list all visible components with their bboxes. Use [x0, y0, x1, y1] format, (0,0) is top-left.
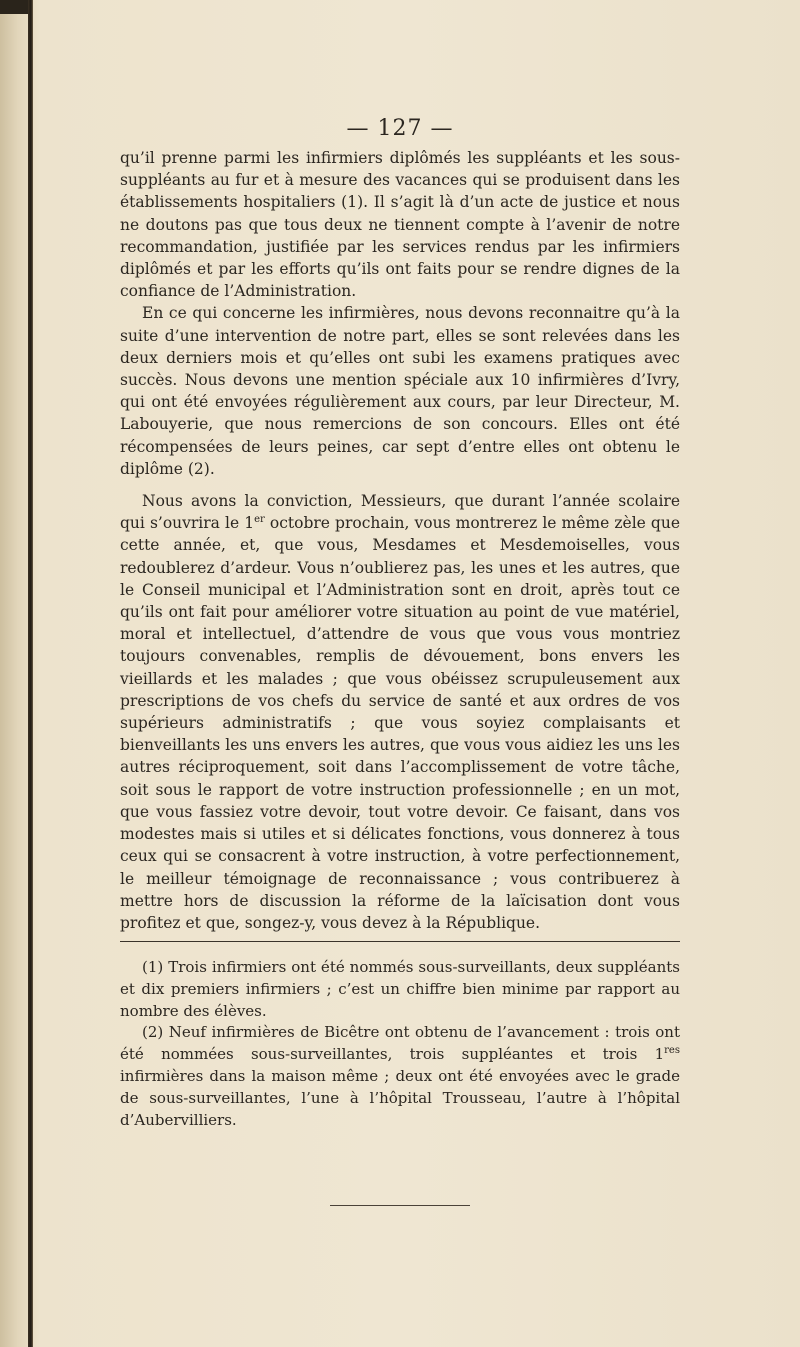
footnote-2-start: (2) Neuf infirmières de Bicêtre ont obtenu de l’avancement : trois ont été nommées sous-surveillantes, trois suppléantes et trois 1: [120, 1023, 680, 1064]
paragraph-1: qu’il prenne parmi les infirmiers diplômés les suppléants et les sous-suppléants au fur et à mesure des vacances qui se produisent dans les établissements hospitaliers (1). Il s’agit là d’un acte de justice et nous ne doutons pas que tous deux ne tiennent compte à l’avenir de notre recommandation, justifiée par les services rendus par les infirmiers diplômés et par les efforts qu’ils ont faits pour se rendre dignes de la confiance de l’Administration.: [120, 149, 680, 301]
paragraph-2: En ce qui concerne les infirmières, nous devons reconnaitre qu’à la suite d’une intervention de notre part, elles se sont relevées dans les deux derniers mois et qu’elles ont subi les examens pratiques avec succès. Nous devons une mention spéciale aux 10 infirmières d’Ivry, qui ont été envoyées régulièrement aux cours, par leur Directeur, M. Labouyerie, que nous remercions de son concours. Elles ont été récompensées de leurs peines, car sept d’entre elles ont obtenu le diplôme (2).: [120, 304, 680, 478]
footnote-2-superscript: res: [664, 1045, 680, 1057]
footnote-2-rest: infirmières dans la maison même ; deux ont été envoyées avec le grade de sous-surveillantes, l’une à l’hôpital Trousseau, l’autre à l’hôpital d’Aubervilliers.: [120, 1066, 680, 1129]
footnote-1: (1) Trois infirmiers ont été nommés sous-surveillants, deux suppléants et dix premiers infirmiers ; c’est un chiffre bien minime par rapport au nombre des élèves.: [120, 958, 680, 1020]
footnote-separator: [120, 941, 680, 942]
paragraph-3-start: Nous avons la conviction, Messieurs, que durant l’année scolaire qui s’ouvrira le 1: [120, 492, 680, 533]
footnotes: [120, 957, 680, 1131]
paragraph-3-rest: octobre prochain, vous montrerez le même zèle que cette année, et, que vous, Mesdames et Mesdemoiselles, vous redoublerez d’ardeur. Vous n’oublierez pas, les unes et les autres, que le Conseil municipal et l’Administration sont en droit, après tout ce qu’ils ont fait pour améliorer votre situation au point de vue matériel, moral et intellectuel, d’attendre de vous que vous vous montriez toujours convenables, remplis de dévouement, bons envers les vieillards et les malades ; que vous obéissez scrupuleusement aux prescriptions de vos chefs du service de santé et aux ordres de vos supérieurs administratifs ; que vous soyiez complaisants et bienveillants les uns envers les autres, que vous vous aidiez les uns les autres réciproquement, soit dans l’accomplissement de votre tâche, soit sous le rapport de votre instruction professionnelle ; en un mot, que vous fassiez votre devoir, tout votre devoir. Ce faisant, dans vos modestes mais si utiles et si délicates fonctions, vous donnerez à tous ceux qui se consacrent à votre instruction, à votre perfectionnement, le meilleur témoignage de reconnaissance ; vous contribuerez à mettre hors de discussion la réforme de la laïcisation dont vous profitez et que, songez-y, vous devez à la République.: [120, 514, 680, 932]
page-binding-edge: [28, 0, 33, 1347]
footnote-2: [120, 1022, 680, 1131]
page-corner-shadow: [0, 0, 30, 14]
main-text: [120, 147, 680, 934]
paragraph-3: [120, 490, 680, 934]
ordinal-superscript: er: [254, 514, 265, 526]
page-number: — 127 —: [346, 116, 454, 141]
end-separator: [330, 1205, 470, 1206]
